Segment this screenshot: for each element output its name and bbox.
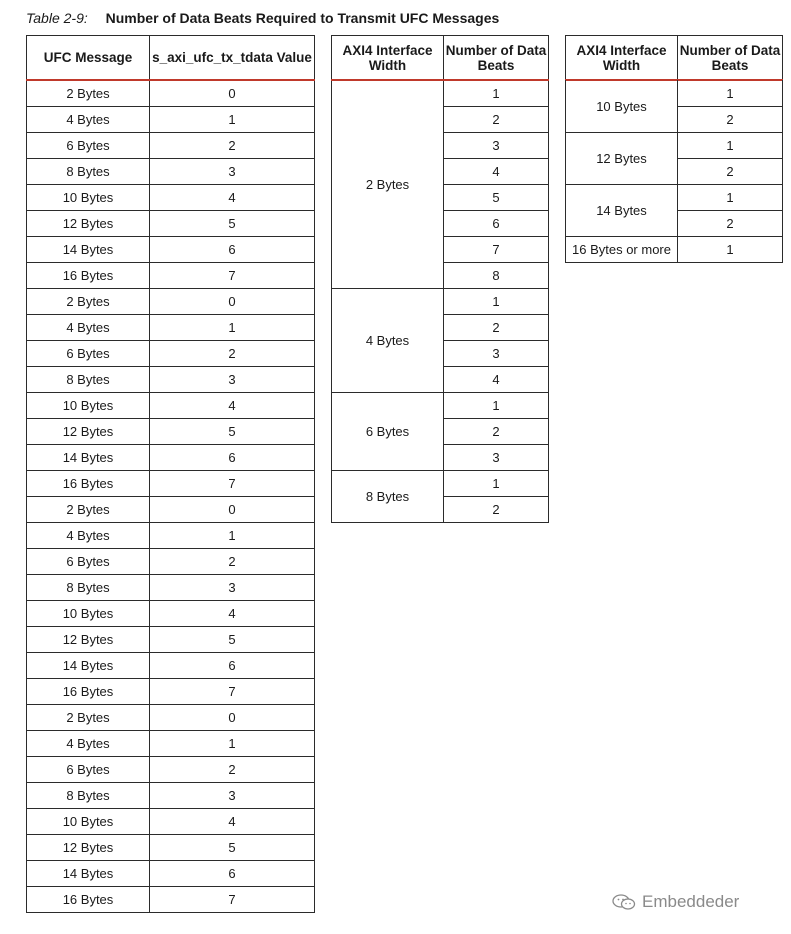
data-beats-cell: 2	[444, 419, 549, 445]
tdata-value-cell: 0	[150, 80, 315, 107]
data-beats-cell: 1	[444, 80, 549, 107]
ufc-message-cell: 6 Bytes	[27, 757, 150, 783]
tdata-value-cell: 6	[150, 237, 315, 263]
tdata-value-cell: 5	[150, 835, 315, 861]
ufc-message-cell: 8 Bytes	[27, 575, 150, 601]
ufc-message-cell: 4 Bytes	[27, 523, 150, 549]
tdata-value-cell: 6	[150, 861, 315, 887]
header-ufc-message: UFC Message	[27, 36, 150, 81]
table-row	[27, 367, 315, 393]
table-row	[27, 289, 315, 315]
ufc-message-cell: 4 Bytes	[27, 107, 150, 133]
table-row	[27, 861, 315, 887]
table-row	[27, 80, 315, 107]
tdata-value-cell: 4	[150, 809, 315, 835]
table-row	[27, 757, 315, 783]
ufc-message-cell: 8 Bytes	[27, 159, 150, 185]
tdata-value-cell: 7	[150, 263, 315, 289]
tdata-value-cell: 1	[150, 731, 315, 757]
data-beats-cell: 7	[444, 237, 549, 263]
ufc-message-cell: 16 Bytes	[27, 887, 150, 913]
table-row	[27, 341, 315, 367]
data-beats-cell: 2	[444, 497, 549, 523]
beats-table-small-widths	[331, 35, 549, 523]
tdata-value-cell: 2	[150, 549, 315, 575]
header-row	[566, 36, 783, 81]
data-beats-cell: 1	[678, 133, 783, 159]
ufc-message-cell: 14 Bytes	[27, 237, 150, 263]
data-beats-cell: 1	[678, 237, 783, 263]
tdata-value-cell: 0	[150, 705, 315, 731]
ufc-message-cell: 12 Bytes	[27, 835, 150, 861]
interface-width-cell: 2 Bytes	[332, 80, 444, 289]
wechat-icon	[612, 894, 636, 910]
table-row	[27, 237, 315, 263]
tdata-value-cell: 3	[150, 575, 315, 601]
ufc-message-cell: 10 Bytes	[27, 601, 150, 627]
ufc-message-cell: 10 Bytes	[27, 393, 150, 419]
tdata-value-cell: 0	[150, 497, 315, 523]
tdata-value-cell: 4	[150, 393, 315, 419]
interface-width-cell: 8 Bytes	[332, 471, 444, 523]
tdata-value-cell: 2	[150, 341, 315, 367]
ufc-message-cell: 16 Bytes	[27, 263, 150, 289]
tdata-value-cell: 3	[150, 159, 315, 185]
table-row	[27, 211, 315, 237]
table-row	[27, 705, 315, 731]
data-beats-cell: 2	[678, 159, 783, 185]
interface-width-cell: 12 Bytes	[566, 133, 678, 185]
ufc-message-cell: 12 Bytes	[27, 211, 150, 237]
tdata-value-cell: 6	[150, 445, 315, 471]
data-beats-cell: 1	[678, 80, 783, 107]
data-beats-cell: 4	[444, 159, 549, 185]
tdata-value-cell: 6	[150, 653, 315, 679]
table-row	[27, 523, 315, 549]
table-row	[27, 653, 315, 679]
data-beats-cell: 2	[678, 107, 783, 133]
ufc-message-cell: 12 Bytes	[27, 419, 150, 445]
tdata-value-cell: 2	[150, 757, 315, 783]
watermark-text: Embeddeder	[642, 892, 740, 911]
ufc-message-cell: 4 Bytes	[27, 315, 150, 341]
data-beats-cell: 1	[444, 289, 549, 315]
data-beats-cell: 2	[444, 107, 549, 133]
ufc-message-cell: 2 Bytes	[27, 705, 150, 731]
ufc-message-cell: 14 Bytes	[27, 653, 150, 679]
table-row	[27, 575, 315, 601]
tdata-value-cell: 7	[150, 471, 315, 497]
table-row	[27, 107, 315, 133]
tdata-value-cell: 5	[150, 627, 315, 653]
data-beats-cell: 3	[444, 133, 549, 159]
data-beats-cell: 1	[444, 393, 549, 419]
tdata-value-cell: 1	[150, 107, 315, 133]
table-row	[27, 549, 315, 575]
table-row	[27, 419, 315, 445]
table-caption	[26, 10, 499, 26]
data-beats-cell: 5	[444, 185, 549, 211]
header-interface-width: AXI4 Interface Width	[566, 36, 678, 81]
data-beats-cell: 1	[678, 185, 783, 211]
header-row	[332, 36, 549, 81]
tdata-value-cell: 7	[150, 679, 315, 705]
header-data-beats: Number of Data Beats	[444, 36, 549, 81]
table-row	[27, 263, 315, 289]
ufc-message-cell: 2 Bytes	[27, 497, 150, 523]
ufc-message-cell: 12 Bytes	[27, 627, 150, 653]
data-beats-cell: 2	[444, 315, 549, 341]
table-row	[27, 471, 315, 497]
table-row	[27, 887, 315, 913]
table-row	[27, 679, 315, 705]
tdata-value-cell: 5	[150, 211, 315, 237]
header-data-beats: Number of Data Beats	[678, 36, 783, 81]
ufc-message-cell: 4 Bytes	[27, 731, 150, 757]
ufc-message-cell: 16 Bytes	[27, 679, 150, 705]
caption-label: Table 2-9:	[26, 10, 88, 26]
data-beats-cell: 4	[444, 367, 549, 393]
ufc-message-cell: 10 Bytes	[27, 809, 150, 835]
tdata-value-cell: 4	[150, 185, 315, 211]
tdata-value-cell: 5	[150, 419, 315, 445]
ufc-message-cell: 6 Bytes	[27, 341, 150, 367]
ufc-message-cell: 6 Bytes	[27, 549, 150, 575]
table-row	[332, 80, 549, 107]
table-row	[27, 445, 315, 471]
tdata-value-cell: 1	[150, 315, 315, 341]
data-beats-cell: 1	[444, 471, 549, 497]
tdata-value-cell: 1	[150, 523, 315, 549]
ufc-message-cell: 10 Bytes	[27, 185, 150, 211]
table-row	[27, 315, 315, 341]
table-row	[27, 185, 315, 211]
ufc-message-cell: 2 Bytes	[27, 289, 150, 315]
ufc-message-cell: 14 Bytes	[27, 861, 150, 887]
data-beats-cell: 8	[444, 263, 549, 289]
interface-width-cell: 16 Bytes or more	[566, 237, 678, 263]
table-row	[27, 159, 315, 185]
tdata-value-cell: 3	[150, 367, 315, 393]
beats-table-large-widths	[565, 35, 783, 263]
table-row	[27, 627, 315, 653]
table-row	[27, 835, 315, 861]
table-row	[27, 783, 315, 809]
data-beats-cell: 6	[444, 211, 549, 237]
header-interface-width: AXI4 Interface Width	[332, 36, 444, 81]
header-row	[27, 36, 315, 81]
table-row	[27, 809, 315, 835]
watermark	[612, 892, 739, 912]
ufc-message-cell: 16 Bytes	[27, 471, 150, 497]
table-row	[27, 393, 315, 419]
data-beats-cell: 2	[678, 211, 783, 237]
header-tdata-value: s_axi_ufc_tx_tdata Value	[150, 36, 315, 81]
data-beats-cell: 3	[444, 341, 549, 367]
caption-title: Number of Data Beats Required to Transmit UFC Messages	[105, 10, 500, 26]
ufc-message-cell: 6 Bytes	[27, 133, 150, 159]
table-row	[27, 731, 315, 757]
tdata-value-cell: 7	[150, 887, 315, 913]
ufc-message-cell: 8 Bytes	[27, 783, 150, 809]
tdata-value-cell: 4	[150, 601, 315, 627]
ufc-message-cell: 8 Bytes	[27, 367, 150, 393]
data-beats-cell: 3	[444, 445, 549, 471]
tdata-value-cell: 0	[150, 289, 315, 315]
ufc-message-cell: 14 Bytes	[27, 445, 150, 471]
table-row	[27, 133, 315, 159]
interface-width-cell: 4 Bytes	[332, 289, 444, 393]
table-row	[27, 497, 315, 523]
interface-width-cell: 14 Bytes	[566, 185, 678, 237]
ufc-message-cell: 2 Bytes	[27, 80, 150, 107]
interface-width-cell: 10 Bytes	[566, 80, 678, 133]
interface-width-cell: 6 Bytes	[332, 393, 444, 471]
ufc-message-table	[26, 35, 315, 913]
tdata-value-cell: 2	[150, 133, 315, 159]
table-row	[27, 601, 315, 627]
tdata-value-cell: 3	[150, 783, 315, 809]
